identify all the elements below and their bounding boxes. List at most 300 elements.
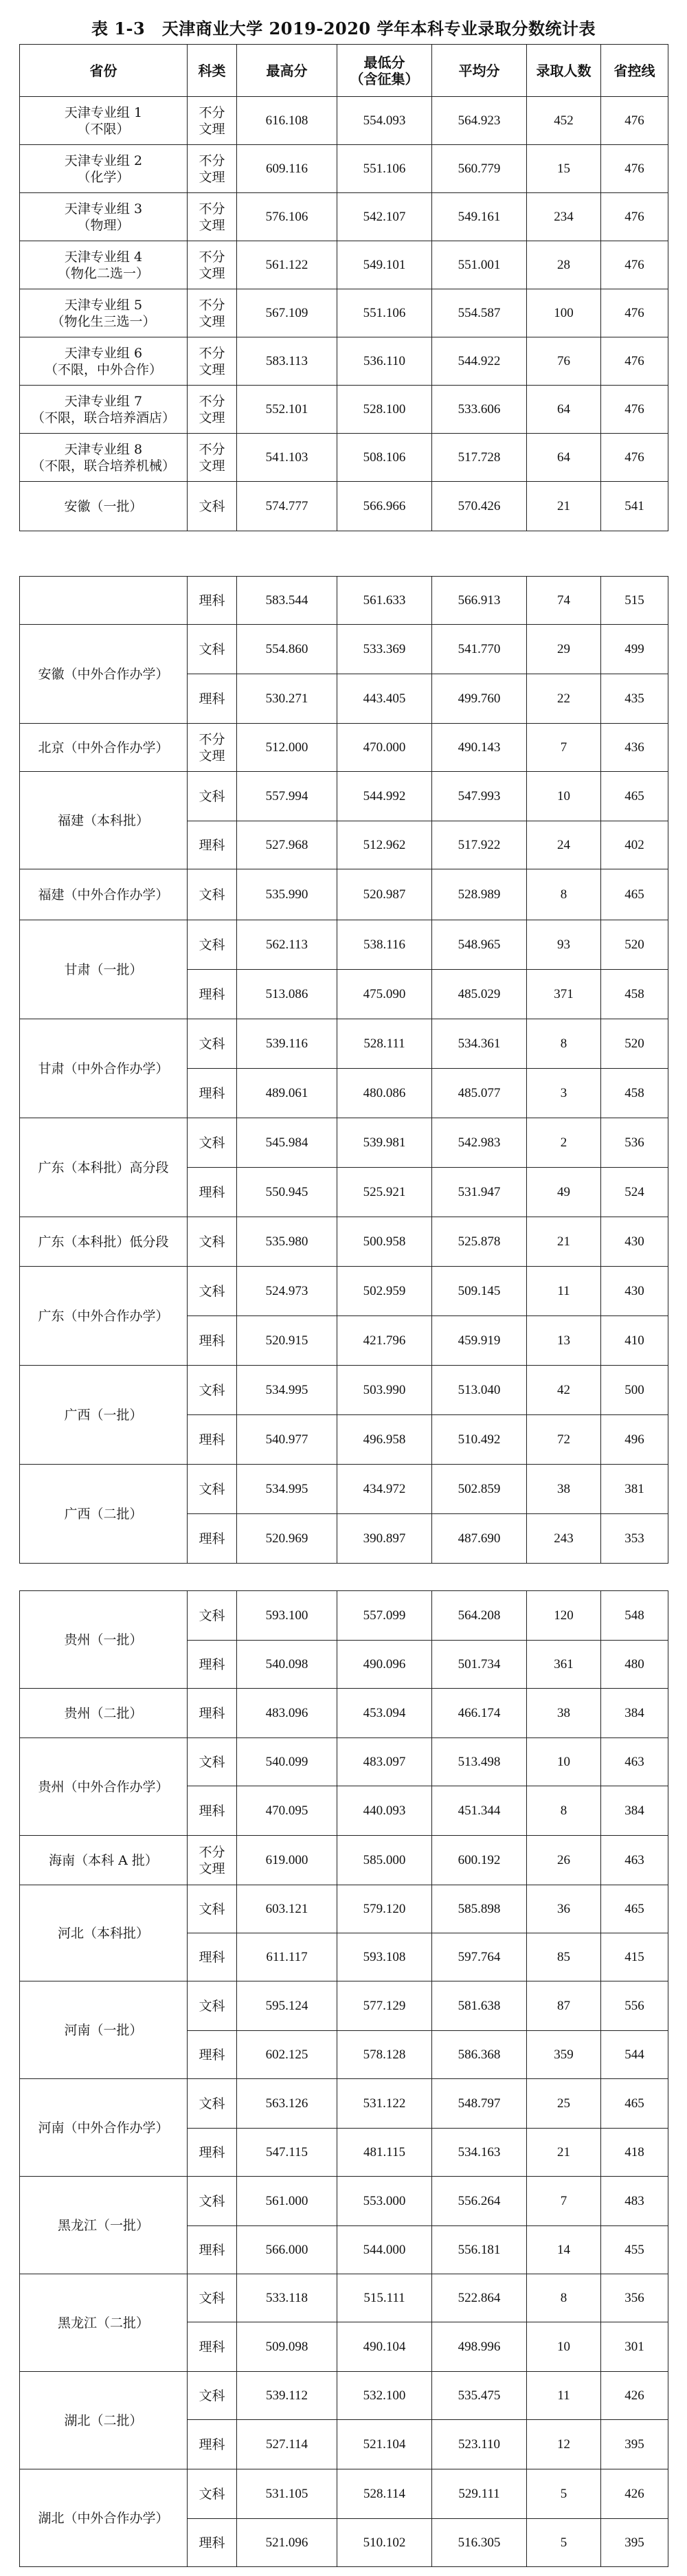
control-line-cell: 476 — [601, 241, 668, 289]
max-score-cell: 527.968 — [237, 821, 337, 869]
avg-score-cell: 533.606 — [432, 386, 527, 434]
subject-cell: 文科 — [188, 482, 237, 531]
control-line-cell: 426 — [601, 2469, 668, 2519]
max-score-cell: 583.113 — [237, 337, 337, 386]
avg-score-cell: 581.638 — [432, 1981, 527, 2031]
avg-score-cell: 585.898 — [432, 1885, 527, 1933]
subject-cell: 文科 — [188, 1118, 237, 1168]
min-score-cell: 542.107 — [337, 193, 432, 241]
province-cell: 天津专业组 1 （不限） — [20, 97, 188, 145]
admitted-count-cell: 72 — [527, 1415, 601, 1465]
province-cell: 北京（中外合作办学） — [20, 724, 188, 772]
subject-cell: 不分 文理 — [188, 434, 237, 482]
province-cell: 黑龙江（二批） — [20, 2274, 188, 2372]
max-score-cell: 554.860 — [237, 625, 337, 674]
avg-score-cell: 490.143 — [432, 724, 527, 772]
min-score-cell: 390.897 — [337, 1514, 432, 1564]
min-score-cell: 544.992 — [337, 772, 432, 821]
admitted-count-cell: 7 — [527, 2177, 601, 2226]
max-score-cell: 513.086 — [237, 970, 337, 1019]
control-line-cell: 536 — [601, 1118, 668, 1168]
control-line-cell: 476 — [601, 337, 668, 386]
table-row — [20, 625, 668, 674]
table-row — [20, 1217, 668, 1267]
min-score-cell: 500.958 — [337, 1217, 432, 1267]
province-cell: 广东（中外合作办学） — [20, 1267, 188, 1366]
province-cell: 广西（一批） — [20, 1366, 188, 1465]
province-cell: 海南（本科 A 批） — [20, 1836, 188, 1885]
max-score-cell: 562.113 — [237, 920, 337, 970]
control-line-cell: 465 — [601, 1885, 668, 1933]
avg-score-cell: 485.029 — [432, 970, 527, 1019]
avg-score-cell: 600.192 — [432, 1836, 527, 1885]
avg-score-cell: 517.922 — [432, 821, 527, 869]
max-score-cell: 470.095 — [237, 1786, 337, 1836]
avg-score-cell: 554.587 — [432, 289, 527, 337]
subject-cell: 理科 — [188, 2129, 237, 2177]
max-score-cell: 540.977 — [237, 1415, 337, 1465]
control-line-cell: 356 — [601, 2274, 668, 2322]
table-row — [20, 2177, 668, 2226]
table-row — [20, 1689, 668, 1738]
subject-cell: 文科 — [188, 2372, 237, 2420]
avg-score-cell: 502.859 — [432, 1465, 527, 1514]
control-line-cell: 430 — [601, 1217, 668, 1267]
province-cell: 广东（本科批）低分段 — [20, 1217, 188, 1267]
subject-cell: 不分 文理 — [188, 145, 237, 193]
control-line-cell: 465 — [601, 2079, 668, 2129]
admitted-count-cell: 87 — [527, 1981, 601, 2031]
control-line-cell: 520 — [601, 920, 668, 970]
avg-score-cell: 534.361 — [432, 1019, 527, 1069]
min-score-cell: 549.101 — [337, 241, 432, 289]
subject-cell: 理科 — [188, 970, 237, 1019]
table-row — [20, 724, 668, 772]
admitted-count-cell: 85 — [527, 1933, 601, 1981]
min-score-cell: 551.106 — [337, 289, 432, 337]
control-line-cell: 541 — [601, 482, 668, 531]
avg-score-cell: 586.368 — [432, 2031, 527, 2079]
admitted-count-cell: 15 — [527, 145, 601, 193]
table-row — [20, 289, 668, 337]
avg-score-cell: 509.145 — [432, 1267, 527, 1316]
min-score-cell: 443.405 — [337, 674, 432, 724]
subject-cell: 文科 — [188, 772, 237, 821]
header-admitted-count: 录取人数 — [527, 45, 601, 97]
control-line-cell: 480 — [601, 1641, 668, 1689]
table-row — [20, 434, 668, 482]
score-table-part-2 — [19, 576, 668, 1564]
subject-cell: 不分 文理 — [188, 241, 237, 289]
subject-cell: 理科 — [188, 821, 237, 869]
table-row — [20, 97, 668, 145]
admitted-count-cell: 10 — [527, 2322, 601, 2372]
header-subject: 科类 — [188, 45, 237, 97]
avg-score-cell: 513.498 — [432, 1738, 527, 1786]
province-cell: 甘肃（中外合作办学） — [20, 1019, 188, 1118]
max-score-cell: 520.915 — [237, 1316, 337, 1366]
avg-score-cell: 560.779 — [432, 145, 527, 193]
avg-score-cell: 510.492 — [432, 1415, 527, 1465]
admitted-count-cell: 22 — [527, 674, 601, 724]
subject-cell: 文科 — [188, 869, 237, 920]
admitted-count-cell: 36 — [527, 1885, 601, 1933]
max-score-cell: 539.112 — [237, 2372, 337, 2420]
subject-cell: 文科 — [188, 1217, 237, 1267]
subject-cell: 不分 文理 — [188, 386, 237, 434]
min-score-cell: 531.122 — [337, 2079, 432, 2129]
header-province: 省份 — [20, 45, 188, 97]
min-score-cell: 480.086 — [337, 1069, 432, 1118]
table-row — [20, 2469, 668, 2519]
control-line-cell: 436 — [601, 724, 668, 772]
table-row — [20, 1366, 668, 1415]
control-line-cell: 476 — [601, 289, 668, 337]
subject-cell: 文科 — [188, 920, 237, 970]
header-control-line: 省控线 — [601, 45, 668, 97]
control-line-cell: 496 — [601, 1415, 668, 1465]
subject-cell: 文科 — [188, 2274, 237, 2322]
admitted-count-cell: 10 — [527, 1738, 601, 1786]
avg-score-cell: 548.965 — [432, 920, 527, 970]
max-score-cell: 540.099 — [237, 1738, 337, 1786]
table-row — [20, 1267, 668, 1316]
table-row — [20, 386, 668, 434]
table-row — [20, 772, 668, 821]
min-score-cell: 475.090 — [337, 970, 432, 1019]
max-score-cell: 576.106 — [237, 193, 337, 241]
table-row — [20, 241, 668, 289]
province-cell: 贵州（中外合作办学） — [20, 1738, 188, 1836]
province-cell: 天津专业组 8 （不限，联合培养机械） — [20, 434, 188, 482]
control-line-cell: 524 — [601, 1168, 668, 1217]
min-score-cell: 521.104 — [337, 2420, 432, 2469]
header-min-score: 最低分 （含征集） — [337, 45, 432, 97]
subject-cell: 文科 — [188, 2079, 237, 2129]
max-score-cell: 540.098 — [237, 1641, 337, 1689]
subject-cell: 文科 — [188, 1019, 237, 1069]
control-line-cell: 556 — [601, 1981, 668, 2031]
subject-cell: 不分 文理 — [188, 1836, 237, 1885]
admitted-count-cell: 28 — [527, 241, 601, 289]
control-line-cell: 476 — [601, 434, 668, 482]
max-score-cell: 534.995 — [237, 1366, 337, 1415]
province-cell: 福建（本科批） — [20, 772, 188, 869]
min-score-cell: 553.000 — [337, 2177, 432, 2226]
min-score-cell: 528.100 — [337, 386, 432, 434]
avg-score-cell: 513.040 — [432, 1366, 527, 1415]
admitted-count-cell: 49 — [527, 1168, 601, 1217]
avg-score-cell: 556.264 — [432, 2177, 527, 2226]
min-score-cell: 538.116 — [337, 920, 432, 970]
min-score-cell: 533.369 — [337, 625, 432, 674]
max-score-cell: 534.995 — [237, 1465, 337, 1514]
subject-cell: 理科 — [188, 2226, 237, 2274]
max-score-cell: 595.124 — [237, 1981, 337, 2031]
admitted-count-cell: 361 — [527, 1641, 601, 1689]
admitted-count-cell: 93 — [527, 920, 601, 970]
min-score-cell: 566.966 — [337, 482, 432, 531]
admitted-count-cell: 12 — [527, 2420, 601, 2469]
subject-cell: 文科 — [188, 1267, 237, 1316]
admitted-count-cell: 38 — [527, 1465, 601, 1514]
max-score-cell: 521.096 — [237, 2519, 337, 2567]
avg-score-cell: 522.864 — [432, 2274, 527, 2322]
control-line-cell: 395 — [601, 2519, 668, 2567]
province-cell: 天津专业组 6 （不限，中外合作） — [20, 337, 188, 386]
subject-cell: 理科 — [188, 1069, 237, 1118]
control-line-cell: 463 — [601, 1738, 668, 1786]
max-score-cell: 616.108 — [237, 97, 337, 145]
province-cell: 安徽（一批） — [20, 482, 188, 531]
score-table-part-3 — [19, 1590, 668, 2567]
min-score-cell: 525.921 — [337, 1168, 432, 1217]
table-header-row — [20, 45, 668, 97]
province-cell: 广西（二批） — [20, 1465, 188, 1564]
admitted-count-cell: 11 — [527, 2372, 601, 2420]
admitted-count-cell: 8 — [527, 1019, 601, 1069]
control-line-cell: 410 — [601, 1316, 668, 1366]
max-score-cell: 524.973 — [237, 1267, 337, 1316]
avg-score-cell: 564.923 — [432, 97, 527, 145]
avg-score-cell: 544.922 — [432, 337, 527, 386]
control-line-cell: 395 — [601, 2420, 668, 2469]
control-line-cell: 476 — [601, 145, 668, 193]
max-score-cell: 566.000 — [237, 2226, 337, 2274]
min-score-cell: 490.096 — [337, 1641, 432, 1689]
min-score-cell: 421.796 — [337, 1316, 432, 1366]
max-score-cell: 545.984 — [237, 1118, 337, 1168]
admitted-count-cell: 24 — [527, 821, 601, 869]
min-score-cell: 585.000 — [337, 1836, 432, 1885]
min-score-cell: 578.128 — [337, 2031, 432, 2079]
table-row — [20, 2274, 668, 2322]
max-score-cell: 547.115 — [237, 2129, 337, 2177]
avg-score-cell: 542.983 — [432, 1118, 527, 1168]
min-score-cell: 503.990 — [337, 1366, 432, 1415]
table-row — [20, 337, 668, 386]
min-score-cell: 508.106 — [337, 434, 432, 482]
avg-score-cell: 529.111 — [432, 2469, 527, 2519]
control-line-cell: 381 — [601, 1465, 668, 1514]
min-score-cell: 528.111 — [337, 1019, 432, 1069]
admitted-count-cell: 14 — [527, 2226, 601, 2274]
min-score-cell: 561.633 — [337, 577, 432, 625]
admitted-count-cell: 10 — [527, 772, 601, 821]
min-score-cell: 434.972 — [337, 1465, 432, 1514]
table-row — [20, 869, 668, 920]
province-cell: 安徽（中外合作办学） — [20, 625, 188, 724]
subject-cell: 理科 — [188, 1933, 237, 1981]
max-score-cell: 530.271 — [237, 674, 337, 724]
admitted-count-cell: 7 — [527, 724, 601, 772]
control-line-cell: 520 — [601, 1019, 668, 1069]
max-score-cell: 527.114 — [237, 2420, 337, 2469]
avg-score-cell: 487.690 — [432, 1514, 527, 1564]
avg-score-cell: 516.305 — [432, 2519, 527, 2567]
max-score-cell: 602.125 — [237, 2031, 337, 2079]
subject-cell: 理科 — [188, 2322, 237, 2372]
max-score-cell: 535.980 — [237, 1217, 337, 1267]
table-row — [20, 1019, 668, 1069]
avg-score-cell: 535.475 — [432, 2372, 527, 2420]
admitted-count-cell: 452 — [527, 97, 601, 145]
avg-score-cell: 566.913 — [432, 577, 527, 625]
control-line-cell: 515 — [601, 577, 668, 625]
province-cell: 河南（一批） — [20, 1981, 188, 2079]
province-cell — [20, 577, 188, 625]
avg-score-cell: 485.077 — [432, 1069, 527, 1118]
subject-cell: 理科 — [188, 1786, 237, 1836]
control-line-cell: 435 — [601, 674, 668, 724]
avg-score-cell: 534.163 — [432, 2129, 527, 2177]
subject-cell: 不分 文理 — [188, 337, 237, 386]
table-row — [20, 2079, 668, 2129]
admitted-count-cell: 2 — [527, 1118, 601, 1168]
avg-score-cell: 549.161 — [432, 193, 527, 241]
avg-score-cell: 547.993 — [432, 772, 527, 821]
province-cell: 河北（本科批） — [20, 1885, 188, 1981]
province-cell: 湖北（二批） — [20, 2372, 188, 2469]
province-cell: 天津专业组 2 （化学） — [20, 145, 188, 193]
table-row — [20, 577, 668, 625]
admitted-count-cell: 21 — [527, 1217, 601, 1267]
avg-score-cell: 466.174 — [432, 1689, 527, 1738]
table-row — [20, 1591, 668, 1641]
control-line-cell: 483 — [601, 2177, 668, 2226]
max-score-cell: 609.116 — [237, 145, 337, 193]
subject-cell: 文科 — [188, 1981, 237, 2031]
province-cell: 甘肃（一批） — [20, 920, 188, 1019]
province-cell: 天津专业组 7 （不限，联合培养酒店） — [20, 386, 188, 434]
avg-score-cell: 528.989 — [432, 869, 527, 920]
control-line-cell: 476 — [601, 97, 668, 145]
table-row — [20, 1981, 668, 2031]
admitted-count-cell: 8 — [527, 869, 601, 920]
subject-cell: 理科 — [188, 1689, 237, 1738]
min-score-cell: 539.981 — [337, 1118, 432, 1168]
subject-cell: 文科 — [188, 625, 237, 674]
province-cell: 贵州（二批） — [20, 1689, 188, 1738]
max-score-cell: 489.061 — [237, 1069, 337, 1118]
subject-cell: 不分 文理 — [188, 724, 237, 772]
avg-score-cell: 551.001 — [432, 241, 527, 289]
table-row — [20, 1738, 668, 1786]
admitted-count-cell: 74 — [527, 577, 601, 625]
admitted-count-cell: 371 — [527, 970, 601, 1019]
max-score-cell: 557.994 — [237, 772, 337, 821]
subject-cell: 理科 — [188, 2031, 237, 2079]
max-score-cell: 561.122 — [237, 241, 337, 289]
subject-cell: 理科 — [188, 1514, 237, 1564]
max-score-cell: 603.121 — [237, 1885, 337, 1933]
control-line-cell: 301 — [601, 2322, 668, 2372]
subject-cell: 文科 — [188, 1738, 237, 1786]
province-cell: 福建（中外合作办学） — [20, 869, 188, 920]
avg-score-cell: 564.208 — [432, 1591, 527, 1641]
province-cell: 天津专业组 3 （物理） — [20, 193, 188, 241]
header-avg-score: 平均分 — [432, 45, 527, 97]
avg-score-cell: 525.878 — [432, 1217, 527, 1267]
control-line-cell: 544 — [601, 2031, 668, 2079]
control-line-cell: 548 — [601, 1591, 668, 1641]
max-score-cell: 520.969 — [237, 1514, 337, 1564]
province-cell: 黑龙江（一批） — [20, 2177, 188, 2274]
admitted-count-cell: 64 — [527, 434, 601, 482]
subject-cell: 理科 — [188, 1316, 237, 1366]
control-line-cell: 430 — [601, 1267, 668, 1316]
min-score-cell: 453.094 — [337, 1689, 432, 1738]
province-cell: 贵州（一批） — [20, 1591, 188, 1689]
control-line-cell: 353 — [601, 1514, 668, 1564]
control-line-cell: 384 — [601, 1786, 668, 1836]
min-score-cell: 512.962 — [337, 821, 432, 869]
min-score-cell: 496.958 — [337, 1415, 432, 1465]
subject-cell: 理科 — [188, 577, 237, 625]
subject-cell: 不分 文理 — [188, 289, 237, 337]
admitted-count-cell: 359 — [527, 2031, 601, 2079]
min-score-cell: 544.000 — [337, 2226, 432, 2274]
subject-cell: 文科 — [188, 1885, 237, 1933]
table-row — [20, 1465, 668, 1514]
min-score-cell: 551.106 — [337, 145, 432, 193]
avg-score-cell: 541.770 — [432, 625, 527, 674]
control-line-cell: 499 — [601, 625, 668, 674]
admitted-count-cell: 243 — [527, 1514, 601, 1564]
max-score-cell: 483.096 — [237, 1689, 337, 1738]
header-max-score: 最高分 — [237, 45, 337, 97]
max-score-cell: 583.544 — [237, 577, 337, 625]
max-score-cell: 541.103 — [237, 434, 337, 482]
control-line-cell: 463 — [601, 1836, 668, 1885]
min-score-cell: 536.110 — [337, 337, 432, 386]
avg-score-cell: 459.919 — [432, 1316, 527, 1366]
min-score-cell: 481.115 — [337, 2129, 432, 2177]
max-score-cell: 561.000 — [237, 2177, 337, 2226]
admitted-count-cell: 21 — [527, 2129, 601, 2177]
subject-cell: 不分 文理 — [188, 97, 237, 145]
admitted-count-cell: 13 — [527, 1316, 601, 1366]
table-row — [20, 1836, 668, 1885]
avg-score-cell: 517.728 — [432, 434, 527, 482]
min-score-cell: 579.120 — [337, 1885, 432, 1933]
control-line-cell: 465 — [601, 772, 668, 821]
subject-cell: 文科 — [188, 2177, 237, 2226]
min-score-cell: 593.108 — [337, 1933, 432, 1981]
avg-score-cell: 451.344 — [432, 1786, 527, 1836]
min-score-cell: 510.102 — [337, 2519, 432, 2567]
min-score-cell: 532.100 — [337, 2372, 432, 2420]
admitted-count-cell: 8 — [527, 1786, 601, 1836]
avg-score-cell: 597.764 — [432, 1933, 527, 1981]
max-score-cell: 611.117 — [237, 1933, 337, 1981]
max-score-cell: 563.126 — [237, 2079, 337, 2129]
subject-cell: 不分 文理 — [188, 193, 237, 241]
subject-cell: 理科 — [188, 1641, 237, 1689]
admitted-count-cell: 5 — [527, 2519, 601, 2567]
admitted-count-cell: 76 — [527, 337, 601, 386]
max-score-cell: 619.000 — [237, 1836, 337, 1885]
min-score-cell: 502.959 — [337, 1267, 432, 1316]
subject-cell: 文科 — [188, 1465, 237, 1514]
avg-score-cell: 531.947 — [432, 1168, 527, 1217]
subject-cell: 文科 — [188, 2469, 237, 2519]
control-line-cell: 476 — [601, 193, 668, 241]
max-score-cell: 593.100 — [237, 1591, 337, 1641]
province-cell: 湖北（中外合作办学） — [20, 2469, 188, 2567]
max-score-cell: 531.105 — [237, 2469, 337, 2519]
max-score-cell: 539.116 — [237, 1019, 337, 1069]
